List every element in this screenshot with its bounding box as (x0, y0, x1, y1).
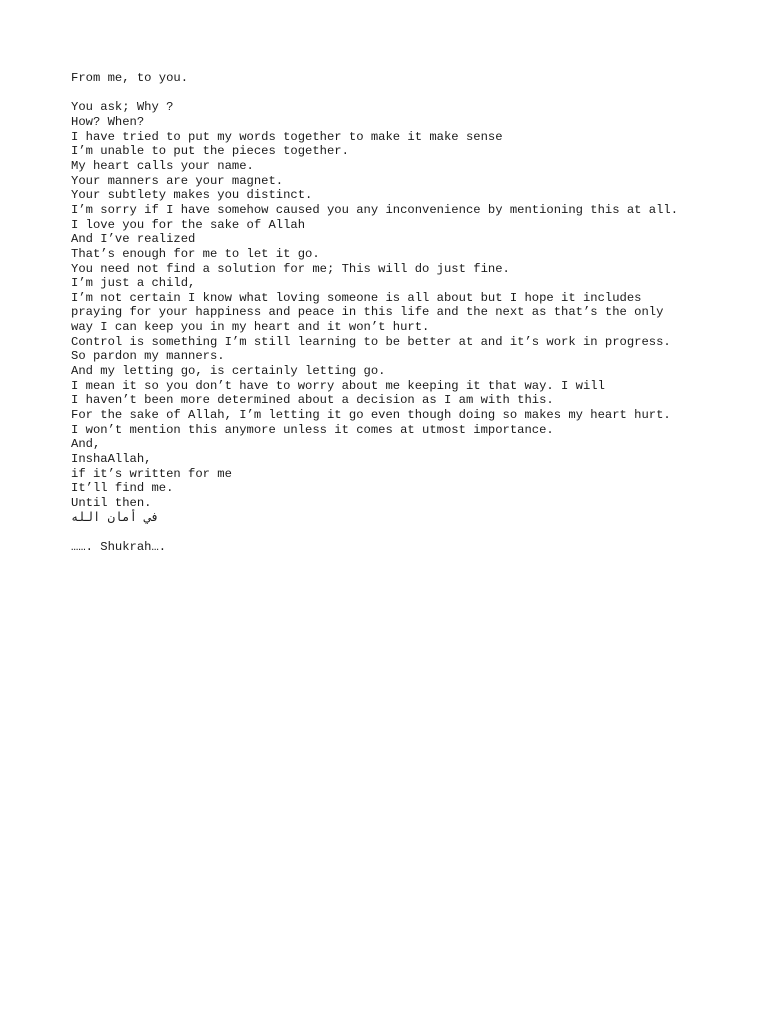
letter-line: I’m sorry if I have somehow caused you any inconvenience by mentioning this at all. (71, 202, 679, 217)
letter-line: For the sake of Allah, I’m letting it go even though doing so makes my heart hurt. (71, 408, 671, 423)
letter-line: You ask; Why ? (71, 100, 174, 115)
arabic-farewell-line (71, 511, 751, 526)
paragraph-spacer (71, 525, 751, 540)
letter-line: That’s enough for me to let it go. (71, 246, 320, 261)
letter-line: I love you for the sake of Allah (71, 217, 306, 232)
letter-body (71, 100, 751, 525)
letter-line: It’ll find me. (71, 481, 174, 496)
letter-line: And I’ve realized (71, 232, 196, 247)
letter-line: way I can keep you in my heart and it won’t hurt. (71, 320, 430, 335)
letter-line: praying for your happiness and peace in this life and the next as that’s the only (71, 305, 664, 320)
paragraph-spacer (71, 86, 751, 101)
letter-line: Your manners are your magnet. (71, 173, 284, 188)
letter-line: InshaAllah, (71, 452, 152, 467)
letter-line: I’m just a child, (71, 276, 196, 291)
letter-signoff: ……. Shukrah…. (71, 539, 167, 554)
letter-line: And, (71, 437, 101, 452)
letter-line: I’m not certain I know what loving someone is all about but I hope it includes (71, 290, 642, 305)
letter-line: My heart calls your name. (71, 158, 254, 173)
letter-line: How? When? (71, 114, 145, 129)
letter-line: I have tried to put my words together to make it make sense (71, 129, 503, 144)
letter-line: Your subtlety makes you distinct. (71, 188, 313, 203)
letter-line: So pardon my manners. (71, 349, 225, 364)
arabic-farewell-text: في أمان الله (71, 510, 160, 525)
letter-line: if it’s written for me (71, 466, 232, 481)
letter-line: You need not find a solution for me; This will do just fine. (71, 261, 510, 276)
letter-line: And my letting go, is certainly letting go. (71, 364, 386, 379)
letter-line: I’m unable to put the pieces together. (71, 144, 349, 159)
letter-line: Until then. (71, 496, 152, 511)
letter-line: I mean it so you don’t have to worry about me keeping it that way. I will (71, 378, 605, 393)
letter-salutation: From me, to you. (71, 71, 189, 85)
letter-document (71, 71, 751, 555)
letter-line: I haven’t been more determined about a decision as I am with this. (71, 393, 554, 408)
letter-line: Control is something I’m still learning to be better at and it’s work in progress. (71, 334, 671, 349)
letter-line: I won’t mention this anymore unless it comes at utmost importance. (71, 422, 554, 437)
